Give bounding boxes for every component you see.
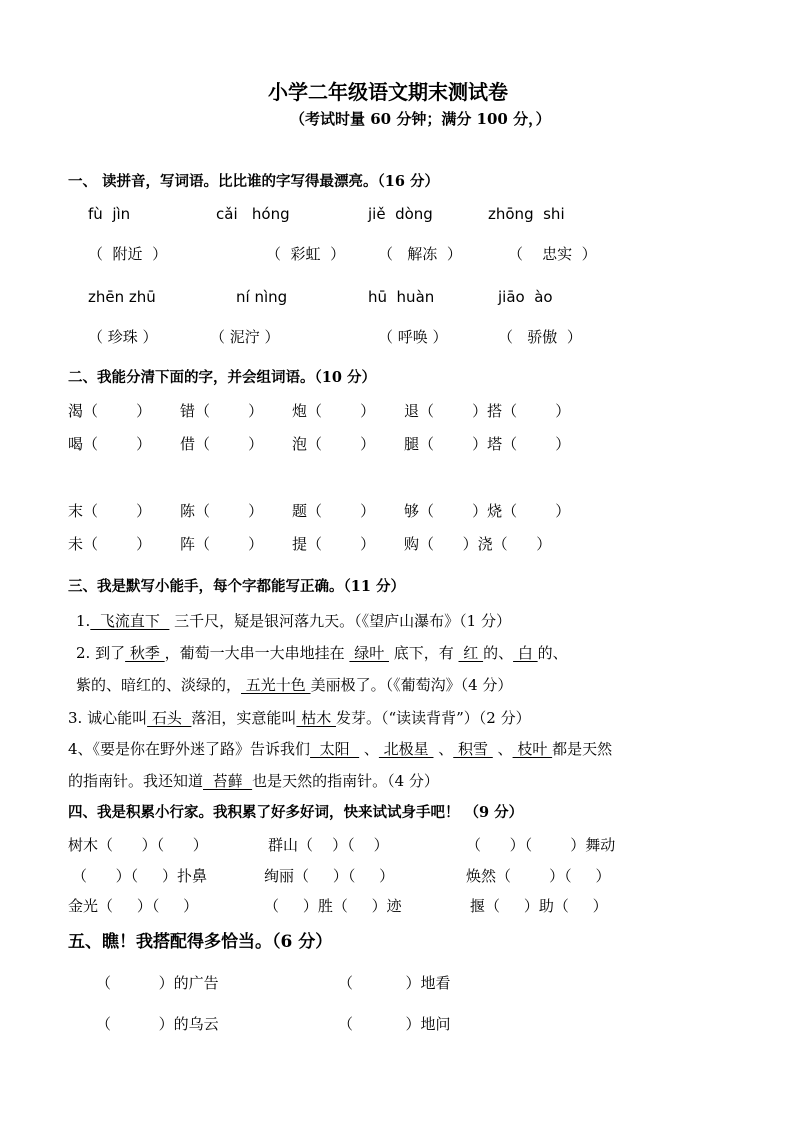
pinyin-5: zhēn zhū [88,288,156,306]
char-item[interactable]: 喝（ ） [68,435,152,453]
fill-line-4: 3. 诚心能叫 石头 落泪，实意能叫 枯木 发芽。（“读读背背”）（2 分） [68,709,531,727]
char-item[interactable]: 购（ ）浇（ ） [404,535,552,553]
section-4-heading: 四、我是积累小行家。我积累了好多好词，快来试试身手吧！ （9 分） [68,804,524,821]
fill-line-5: 4、《要是你在野外迷了路》告诉我们 太阳 、 北极星 、 积雪 、 枝叶 都是天然 [68,740,613,758]
idiom-item[interactable]: 焕然（ ）（ ） [466,867,611,885]
idiom-item[interactable]: （ ）（ ）舞动 [466,836,616,854]
answer-4[interactable]: （ 忠实 ） [508,245,597,263]
fill-blank: 北极星 [378,740,434,758]
answer-6[interactable]: （ 泥泞 ） [210,328,280,346]
char-item[interactable]: 腿（ ）塔（ ） [404,435,571,453]
pinyin-1: fù jìn [88,205,131,223]
pinyin-3: jiě dòng [368,205,433,223]
match-item[interactable]: （ ）地问 [338,1015,451,1033]
idiom-item[interactable]: 绚丽（ ）（ ） [264,867,395,885]
idiom-item[interactable]: 金光（ ）（ ） [68,897,199,915]
pinyin-8: jiāo ào [498,288,553,306]
fill-line-2: 2. 到了 秋季 ，葡萄一大串一大串地挂在 绿叶 底下，有 红 的、 白 的、 [76,644,568,662]
page-subtitle: （考试时量 60 分钟；满分 100 分，） [290,110,551,128]
char-item[interactable]: 泡（ ） [292,435,376,453]
answer-8[interactable]: （ 骄傲 ） [498,328,582,346]
char-item[interactable]: 炮（ ） [292,402,376,420]
answer-2[interactable]: （ 彩虹 ） [266,245,346,263]
fill-blank: 石头 [147,709,192,727]
idiom-item[interactable]: 揠（ ）助（ ） [470,897,608,915]
fill-blank: 秋季 [125,644,165,662]
fill-blank: 枯木 [296,709,336,727]
char-item[interactable]: 借（ ） [180,435,264,453]
fill-blank: 飞流直下 [90,612,170,630]
char-item[interactable]: 够（ ）烧（ ） [404,502,571,520]
fill-line-1: 1. 飞流直下 三千尺，疑是银河落九天。（《望庐山瀑布》（1 分） [76,612,511,630]
page-title: 小学二年级语文期末测试卷 [268,80,508,104]
idiom-item[interactable]: 群山（ ）（ ） [268,836,389,854]
match-item[interactable]: （ ）的乌云 [96,1015,219,1033]
fill-line-3: 紫的、暗红的、淡绿的， 五光十色 美丽极了。（《葡萄沟》（4 分） [76,676,513,694]
section-2-heading: 二、我能分清下面的字，并会组词语。（10 分） [68,369,376,386]
pinyin-6: ní nìng [236,288,288,306]
char-item[interactable]: 退（ ）搭（ ） [404,402,571,420]
fill-blank: 五光十色 [241,676,311,694]
idiom-item[interactable]: （ ）胜（ ）迹 [264,897,402,915]
char-item[interactable]: 阵（ ） [180,535,264,553]
fill-blank: 积雪 [453,740,493,758]
char-item[interactable]: 题（ ） [292,502,376,520]
match-item[interactable]: （ ）地看 [338,974,451,992]
fill-blank: 绿叶 [349,644,389,662]
char-item[interactable]: 陈（ ） [180,502,264,520]
char-item[interactable]: 错（ ） [180,402,264,420]
section-1-heading: 一、 读拼音，写词语。比比谁的字写得最漂亮。（16 分） [68,173,440,190]
answer-1[interactable]: （ 附近 ） [88,245,168,263]
fill-blank: 红 [458,644,484,662]
section-3-heading: 三、我是默写小能手，每个字都能写正确。（11 分） [68,578,405,595]
fill-blank: 太阳 [310,740,360,758]
char-item[interactable]: 末（ ） [68,502,152,520]
pinyin-4: zhōng shi [488,205,565,223]
fill-blank: 白 [513,644,538,662]
char-item[interactable]: 未（ ） [68,535,152,553]
answer-3[interactable]: （ 解冻 ） [378,245,462,263]
idiom-item[interactable]: 树木（ ）（ ） [68,836,208,854]
answer-5[interactable]: （ 珍珠 ） [88,328,158,346]
char-item[interactable]: 提（ ） [292,535,376,553]
match-item[interactable]: （ ）的广告 [96,974,219,992]
pinyin-7: hū huàn [368,288,435,306]
char-item[interactable]: 渴（ ） [68,402,152,420]
idiom-item[interactable]: （ ）（ ）扑鼻 [72,867,207,885]
section-5-heading: 五、瞧！我搭配得多恰当。（6 分） [68,932,333,952]
pinyin-2: cǎi hóng [216,205,290,223]
fill-blank: 枝叶 [512,740,553,758]
fill-blank: 苔藓 [203,772,253,790]
fill-line-6: 的指南针。我还知道 苔藓 也是天然的指南针。（4 分） [68,772,439,790]
answer-7[interactable]: （ 呼唤 ） [378,328,448,346]
